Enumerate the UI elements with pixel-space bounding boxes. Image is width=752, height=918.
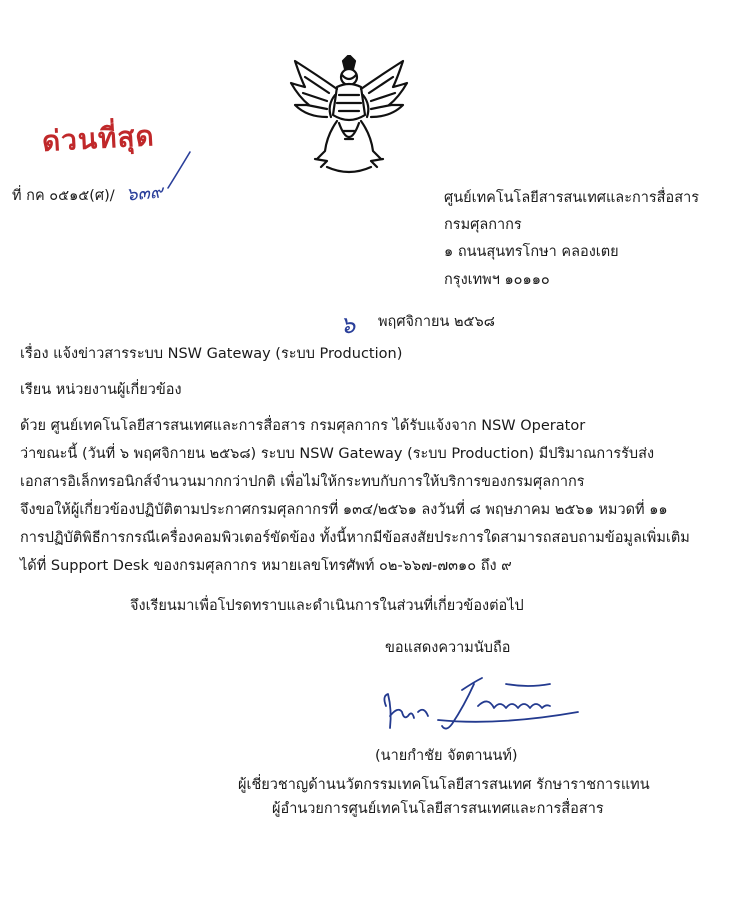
handwritten-signature <box>378 676 593 734</box>
closing-paragraph: จึงเรียนมาเพื่อโปรดทราบและดำเนินการในส่วนที่เกี่ยวข้องต่อไป <box>130 598 524 614</box>
reference-number: ๖๓๙ <box>125 181 164 206</box>
date-month-year: พฤศจิกายน ๒๕๖๘ <box>378 314 495 330</box>
signer-title: ผู้อำนวยการศูนย์เทคโนโลยีสารสนเทศและการสื่อสาร <box>272 801 604 817</box>
sender-address-line: กรุงเทพฯ ๑๐๑๑๐ <box>444 272 550 288</box>
regards: ขอแสดงความนับถือ <box>385 640 511 656</box>
body-line: ได้ที่ Support Desk ของกรมศุลกากร หมายเลขโทรศัพท์ ๐๒-๖๖๗-๗๓๑๐ ถึง ๙ <box>20 558 512 574</box>
body-line: เอกสารอิเล็กทรอนิกส์จำนวนมากกว่าปกติ เพื่อไม่ให้กระทบกับการให้บริการของกรมศุลกากร <box>20 474 585 490</box>
garuda-emblem-icon <box>287 55 411 177</box>
salutation: เรียน หน่วยงานผู้เกี่ยวข้อง <box>20 382 182 398</box>
body-line: การปฏิบัติพิธีการกรณีเครื่องคอมพิวเตอร์ขัดข้อง ทั้งนี้หากมีข้อสงสัยประการใดสามารถสอบถามข้อมูลเพิ่มเติม <box>20 530 690 546</box>
signer-name: (นายกำชัย จัตตานนท์) <box>375 748 518 764</box>
signer-title: ผู้เชี่ยวชาญด้านนวัตกรรมเทคโนโลยีสารสนเทศ รักษาราชการแทน <box>238 777 650 793</box>
body-line: ด้วย ศูนย์เทคโนโลยีสารสนเทศและการสื่อสาร กรมศุลกากร ได้รับแจ้งจาก NSW Operator <box>20 418 586 434</box>
body-line: จึงขอให้ผู้เกี่ยวข้องปฏิบัติตามประกาศกรมศุลกากรที่ ๑๓๔/๒๕๖๑ ลงวันที่ ๘ พฤษภาคม ๒๕๖๑ หมวดที่ ๑๑ <box>20 502 668 518</box>
sender-address-line: ศูนย์เทคโนโลยีสารสนเทศและการสื่อสาร <box>444 190 700 206</box>
reference-label: ที่ กค ๐๕๑๕(ศ)/ <box>12 188 115 204</box>
date-day: ๖ <box>340 311 356 339</box>
sender-address-line: ๑ ถนนสุนทรโกษา คลองเตย <box>444 244 619 260</box>
handwritten-stroke-icon <box>164 150 194 190</box>
sender-address-line: กรมศุลกากร <box>444 217 522 233</box>
body-line: ว่าขณะนี้ (วันที่ ๖ พฤศจิกายน ๒๕๖๘) ระบบ NSW Gateway (ระบบ Production) มีปริมาณการรับส่ง <box>20 446 655 462</box>
subject-line: เรื่อง แจ้งข่าวสารระบบ NSW Gateway (ระบบ Production) <box>20 346 403 362</box>
urgent-stamp: ด่วนที่สุด <box>41 119 156 158</box>
